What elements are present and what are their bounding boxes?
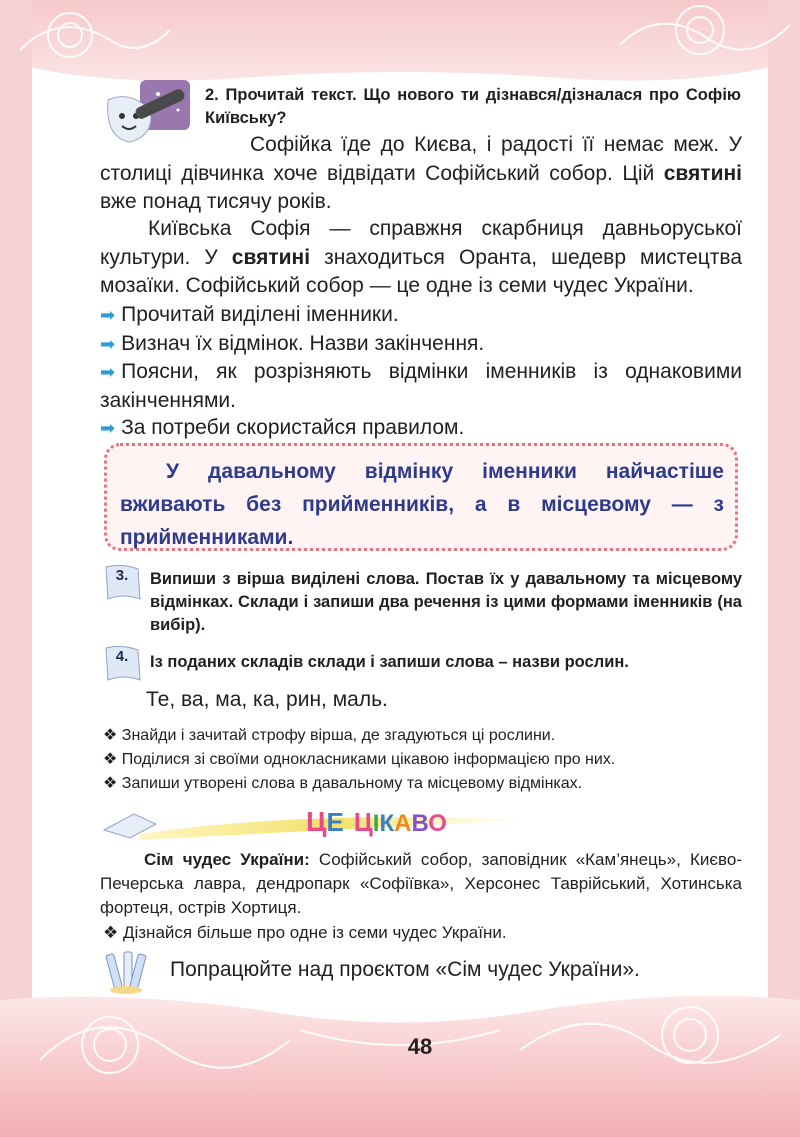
paragraph-2-text-a: Київська Софія — справжня скарбниця давньоруської культури. У bbox=[100, 217, 742, 269]
instruction-1: ➡ Прочитай виділені іменники. bbox=[100, 303, 399, 326]
task-4-badge: 4. bbox=[102, 644, 142, 680]
instruction-2: ➡ Визнач їх відмінок. Назви закінчення. bbox=[100, 332, 485, 355]
task-4-text: Із поданих складів склади і запиши слова – назви рослин. bbox=[150, 653, 629, 671]
arrow-right-icon: ➡ bbox=[100, 305, 116, 325]
arrow-right-icon: ➡ bbox=[100, 362, 116, 382]
paragraph-1-text-a: Софійка їде до Києва, і радості її немає меж. У столиці дівчинка хоче відвідати Софійський собор. Цій bbox=[100, 133, 742, 185]
page-number: 48 bbox=[407, 1034, 433, 1059]
interesting-title: ЦЕ ЦІКАВО bbox=[306, 806, 447, 837]
paragraph-1-text-b: вже понад тисячу років. bbox=[100, 190, 332, 213]
bullet-3: ❖ Запиши утворені слова в давальному та місцевому відмінках. bbox=[103, 775, 583, 792]
syllables: Те, ва, ма, ка, рин, маль. bbox=[146, 688, 388, 711]
diamond-bullet-icon: ❖ bbox=[103, 751, 122, 768]
project-text: Попрацюйте над проєктом «Сім чудес України». bbox=[170, 958, 640, 981]
instruction-4: ➡ За потреби скористайся правилом. bbox=[100, 416, 465, 439]
task-3-text: Випиши з вірша виділені слова. Постав їх у давальному та місцевому відмінках. Склади і запиши два речення із цими формами іменників (на вибір). bbox=[150, 570, 742, 634]
task-3-badge: 3. bbox=[102, 563, 142, 599]
arrow-right-icon: ➡ bbox=[100, 418, 116, 438]
paragraph-2-text-b: знаходиться Оранта, шедевр мистецтва мозаїки. Софійський собор — це одне із семи чудес України. bbox=[100, 245, 743, 297]
diamond-bullet-icon: ❖ bbox=[103, 923, 123, 942]
bullet-1: ❖ Знайди і зачитай строфу вірша, де згадуються ці рослини. bbox=[103, 727, 556, 744]
paragraph-1 bbox=[100, 131, 742, 217]
paragraph-2 bbox=[100, 215, 742, 301]
bullet-2: ❖ Поділися зі своїми однокласниками цікавою інформацією про них. bbox=[103, 751, 616, 768]
interesting-text: Сім чудес України: Софійський собор, заповідник «Кам’янець», Києво-Печерська лавра, дендропарк «Софіївка», Херсонес Таврійський, Хотинська фортеця, острів Хортиця. bbox=[100, 850, 742, 917]
rule-text: У давальному відмінку іменники найчастіше вживають без прийменників, а в місцевому — з прийменниками. bbox=[120, 460, 724, 549]
task-2-heading: 2. Прочитай текст. Що нового ти дізнався/дізналася про Софію Київську? bbox=[205, 86, 741, 127]
interesting-bullet: ❖ Дізнайся більше про одне із семи чудес України. bbox=[103, 923, 507, 942]
diamond-bullet-icon: ❖ bbox=[103, 775, 122, 792]
arrow-right-icon: ➡ bbox=[100, 334, 116, 354]
pencils-icon bbox=[100, 948, 150, 996]
instruction-3: ➡ Поясни, як розрізняють відмінки іменників із однаковими закінченнями. bbox=[100, 360, 742, 412]
highlighted-noun-2: святині bbox=[231, 245, 311, 269]
diamond-bullet-icon: ❖ bbox=[103, 727, 122, 744]
highlighted-noun-1: святині bbox=[663, 161, 742, 185]
